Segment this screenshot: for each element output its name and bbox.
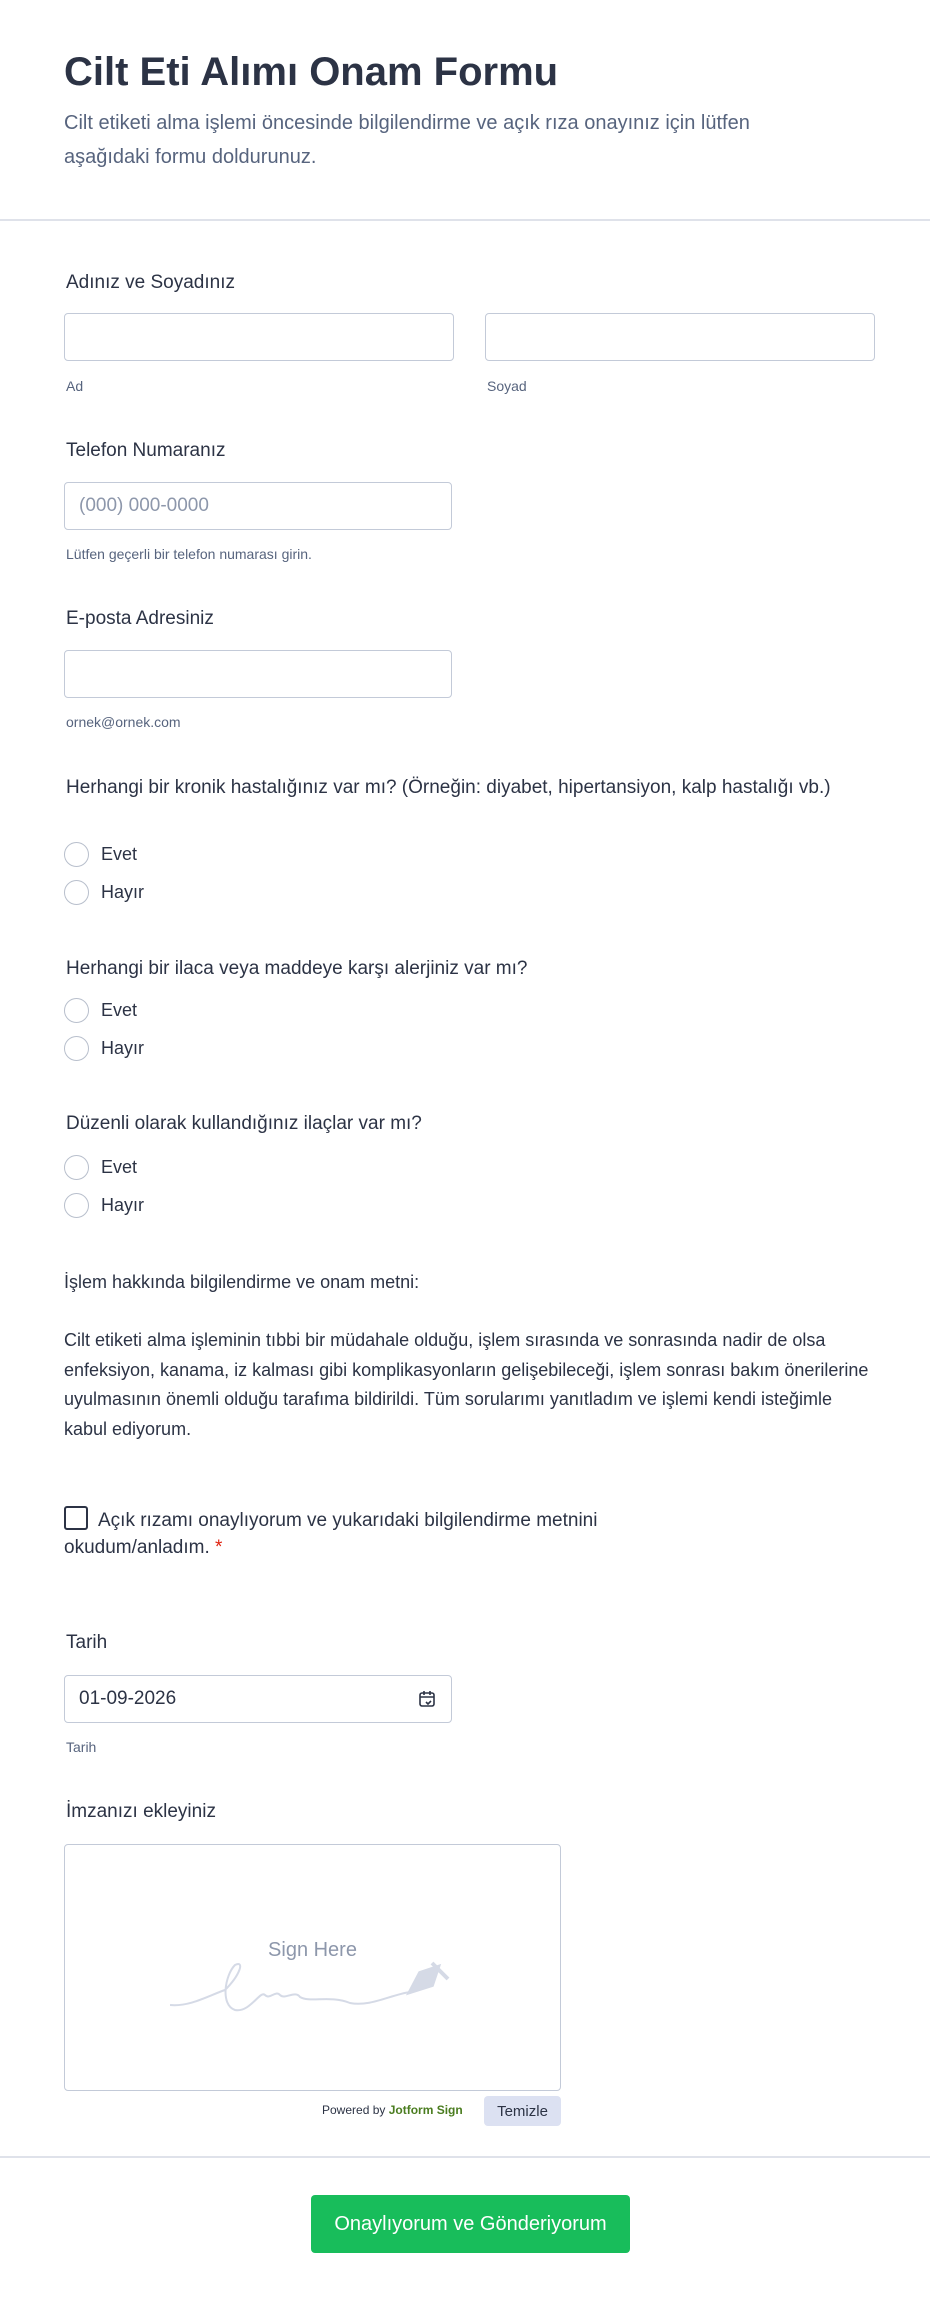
consent-field — [64, 1506, 684, 1561]
consent-label: Açık rızamı onaylıyorum ve yukarıdaki bilgilendirme metnini okudum/anladım. — [64, 1510, 598, 1558]
medication-no-radio[interactable] — [64, 1193, 144, 1218]
consent-checkbox[interactable] — [64, 1506, 88, 1530]
first-name-input[interactable] — [64, 313, 454, 361]
radio-circle[interactable] — [64, 1036, 89, 1061]
jotform-sign-brand[interactable]: Jotform Sign — [388, 2103, 463, 2117]
medication-yes-radio[interactable] — [64, 1155, 137, 1180]
date-value: 01-09-2026 — [79, 1688, 177, 1709]
question-medication-label: Düzenli olarak kullandığınız ilaçlar var mı? — [66, 1113, 422, 1134]
page-title: Cilt Eti Alımı Onam Formu — [64, 50, 559, 94]
question-chronic-label: Herhangi bir kronik hastalığınız var mı? (Örneğin: diyabet, hipertansiyon, kalp hastalığı vb.) — [66, 777, 831, 798]
date-sublabel: Tarih — [66, 1739, 97, 1755]
required-asterisk: * — [215, 1537, 223, 1558]
calendar-icon[interactable] — [417, 1689, 437, 1709]
radio-circle[interactable] — [64, 1155, 89, 1180]
first-name-sublabel: Ad — [66, 378, 84, 394]
powered-by-text: Powered by — [322, 2103, 386, 2117]
last-name-input[interactable] — [485, 313, 875, 361]
phone-label: Telefon Numaranız — [66, 440, 226, 461]
option-label: Evet — [101, 1157, 138, 1177]
email-hint: ornek@ornek.com — [66, 714, 181, 730]
radio-circle[interactable] — [64, 842, 89, 867]
allergy-no-radio[interactable] — [64, 1036, 144, 1061]
info-body: Cilt etiketi alma işleminin tıbbi bir müdahale olduğu, işlem sırasında ve sonrasında nadir de olsa enfeksiyon, kanama, iz kalması gibi komplikasyonların gelişebileceği, işlem sonrası bakım önerilerine uyulmasının önemli olduğu tarafıma bildirildi. Tüm sorularımı yanıtladım ve işlemi kendi isteğimle kabul ediyorum. — [64, 1330, 869, 1439]
page-subtitle: Cilt etiketi alma işlemi öncesinde bilgilendirme ve açık rıza onayınız için lütfen aşağıdaki formu doldurunuz. — [64, 112, 750, 168]
option-label: Hayır — [101, 882, 145, 902]
option-label: Evet — [101, 1000, 138, 1020]
radio-circle[interactable] — [64, 998, 89, 1023]
option-label: Evet — [101, 844, 138, 864]
date-input[interactable] — [64, 1675, 452, 1723]
allergy-yes-radio[interactable] — [64, 998, 137, 1023]
phone-hint: Lütfen geçerli bir telefon numarası girin. — [66, 546, 312, 562]
signature-pen-icon — [170, 1945, 460, 2025]
email-label: E-posta Adresiniz — [66, 608, 214, 629]
date-label: Tarih — [66, 1632, 108, 1653]
submit-button[interactable]: Onaylıyorum ve Gönderiyorum — [311, 2195, 630, 2253]
chronic-no-radio[interactable] — [64, 880, 144, 905]
header-divider — [0, 219, 930, 221]
option-label: Hayır — [101, 1038, 145, 1058]
radio-circle[interactable] — [64, 880, 89, 905]
powered-by — [322, 2103, 463, 2117]
footer-divider — [0, 2156, 930, 2158]
chronic-yes-radio[interactable] — [64, 842, 137, 867]
last-name-sublabel: Soyad — [487, 378, 527, 394]
phone-input[interactable] — [64, 482, 452, 530]
email-input[interactable] — [64, 650, 452, 698]
sign-here-text: Sign Here — [268, 1939, 357, 1961]
signature-pad[interactable] — [64, 1844, 561, 2091]
radio-circle[interactable] — [64, 1193, 89, 1218]
clear-signature-button[interactable]: Temizle — [484, 2096, 561, 2126]
question-allergy-label: Herhangi bir ilaca veya maddeye karşı alerjiniz var mı? — [66, 958, 528, 979]
name-label: Adınız ve Soyadınız — [66, 272, 235, 293]
option-label: Hayır — [101, 1195, 145, 1215]
info-heading: İşlem hakkında bilgilendirme ve onam metni: — [64, 1272, 420, 1292]
signature-label: İmzanızı ekleyiniz — [66, 1801, 216, 1822]
